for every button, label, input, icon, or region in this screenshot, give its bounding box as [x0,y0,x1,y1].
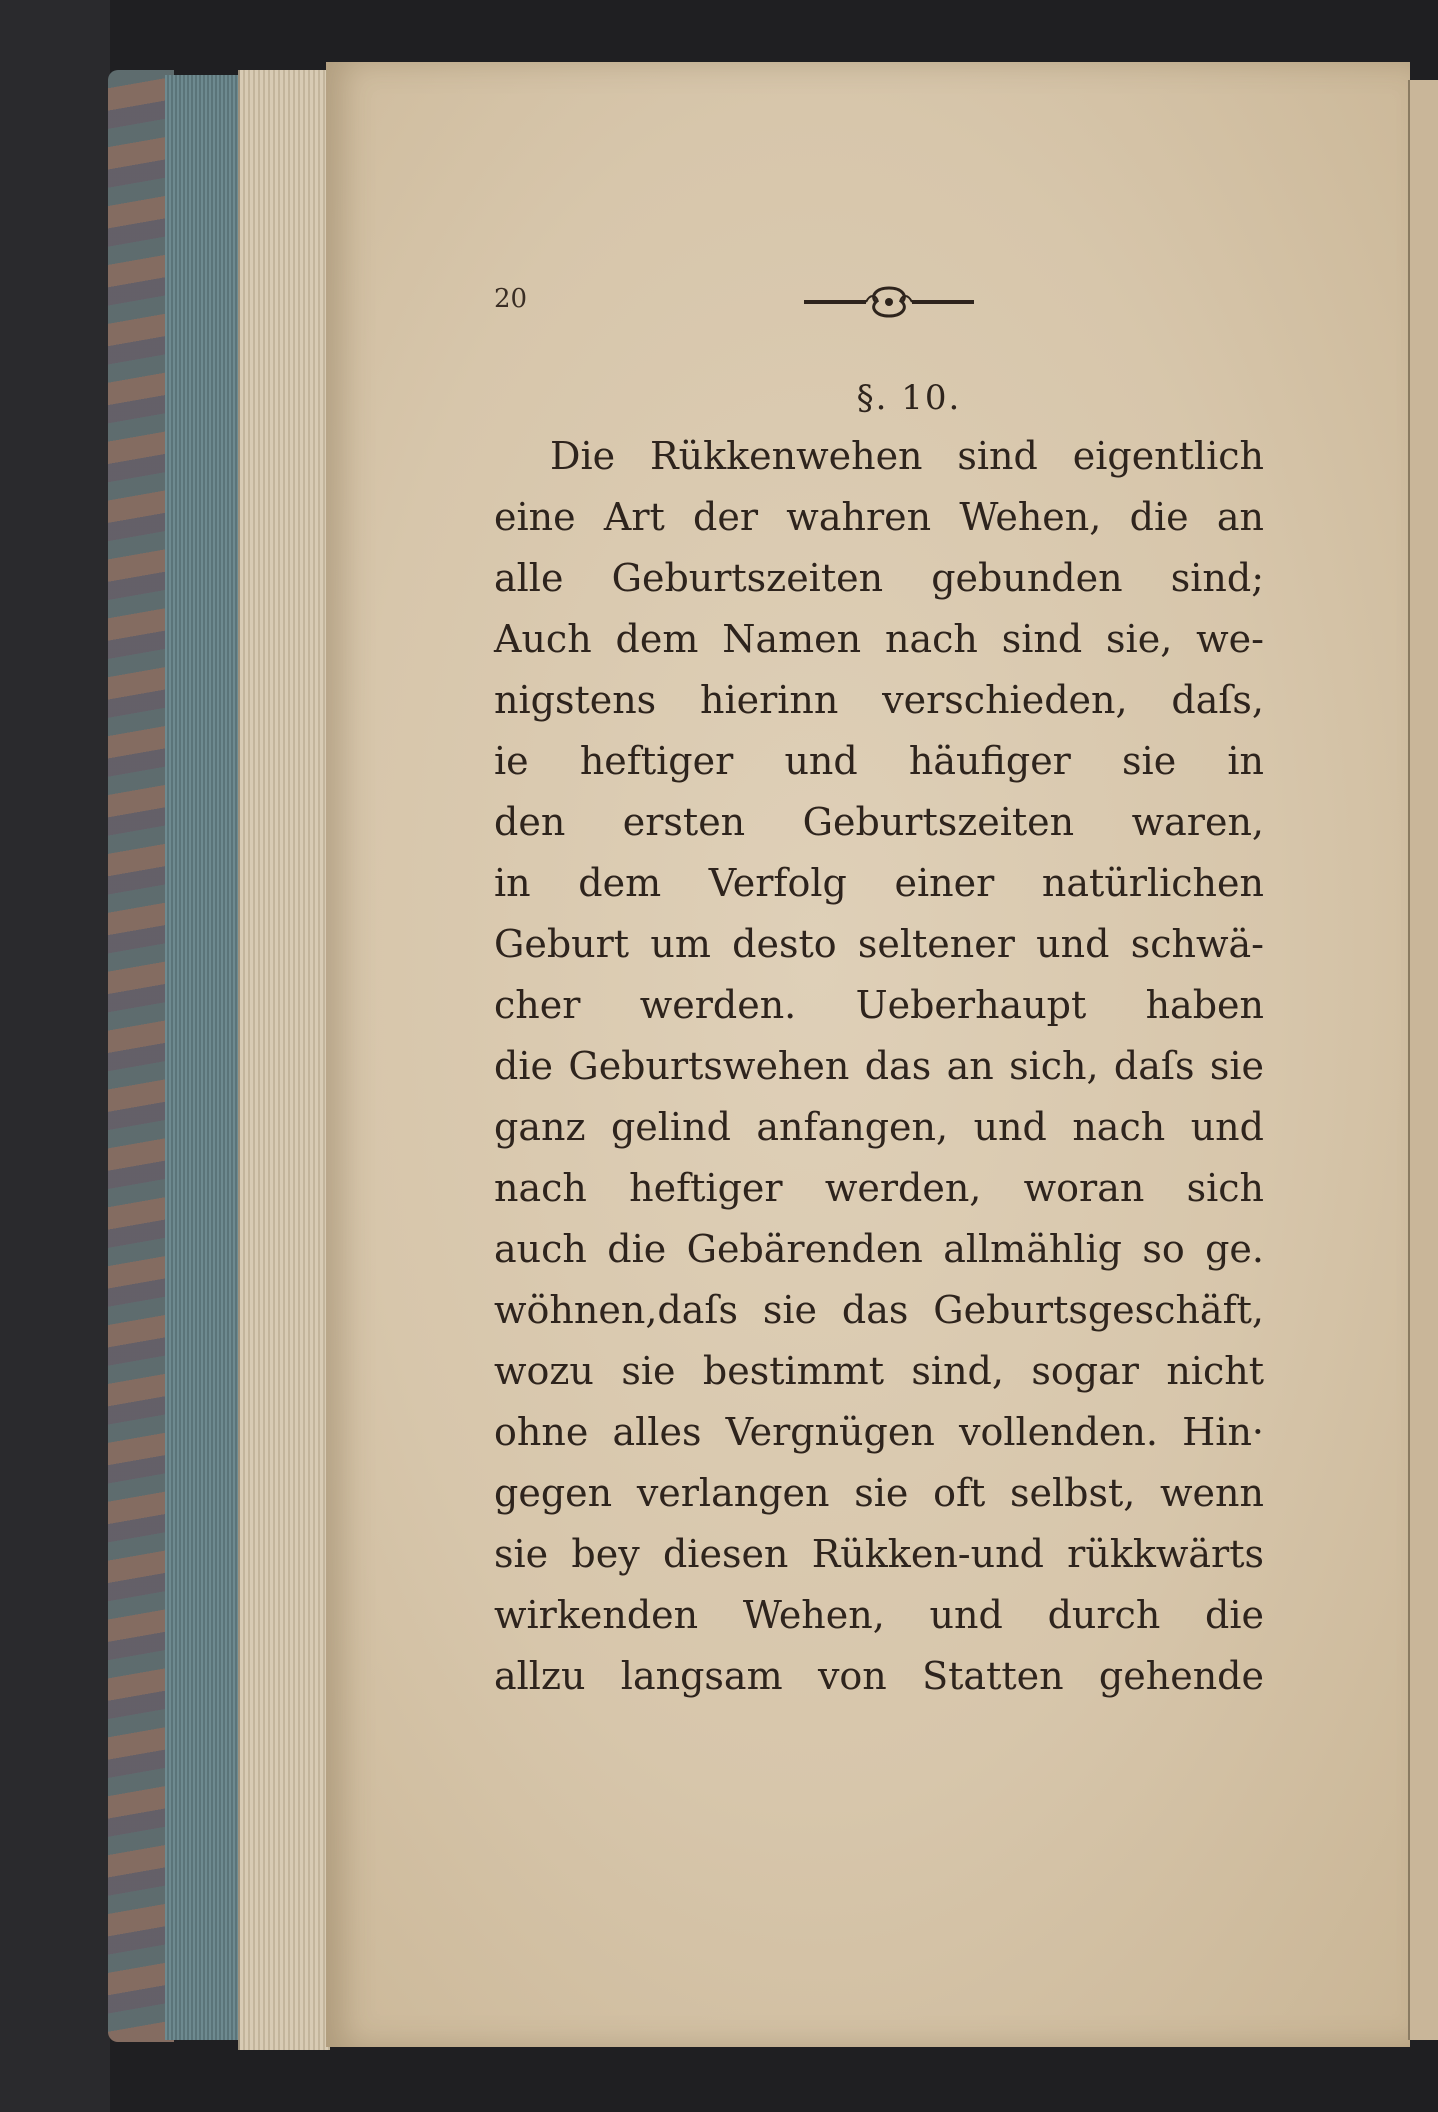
section-heading: §. 10. [856,378,962,418]
text-line: Geburt um desto seltener und schwä- [494,922,1264,966]
text-line: wirkenden Wehen, und durch die [494,1593,1264,1637]
text-line: gegen verlangen sie oft selbst, wenn [494,1471,1264,1515]
text-line: nigstens hierinn verschieden, daſs, [494,678,1264,722]
text-line: ie heftiger und häufiger sie in [494,739,1264,783]
page-stack [238,70,330,2050]
text-line: den ersten Geburtszeiten waren, [494,800,1264,844]
dark-background [0,0,110,2112]
fleuron-ornament-icon [804,282,974,322]
facing-page-edge [1408,80,1438,2040]
running-head [494,282,1294,332]
text-line: cher werden. Ueberhaupt haben [494,983,1264,1027]
text-line: in dem Verfolg einer natürlichen [494,861,1264,905]
text-line: wöhnen,daſs sie das Geburtsgeschäft, [494,1288,1264,1332]
text-line: sie bey diesen Rükken-und rükkwärts [494,1532,1264,1576]
text-line: auch die Gebärenden allmählig so ge. [494,1227,1264,1271]
text-line: ohne alles Vergnügen vollenden. Hin· [494,1410,1264,1454]
page-number: 20 [494,284,528,314]
text-line: nach heftiger werden, woran sich [494,1166,1264,1210]
text-line: die Geburtswehen das an sich, daſs sie [494,1044,1264,1088]
text-line: wozu sie bestimmt sind, sogar nicht [494,1349,1264,1393]
page-body [494,370,1264,1707]
text-line: ganz gelind anfangen, und nach und [494,1105,1264,1149]
text-line: Die Rükkenwehen sind eigentlich [550,434,1264,478]
text-line: Auch dem Namen nach sind sie, we- [494,617,1264,661]
text-line: alle Geburtszeiten gebunden sind; [494,556,1264,600]
text-line: eine Art der wahren Wehen, die an [494,495,1264,539]
text-line: allzu langsam von Statten gehende [494,1654,1264,1698]
